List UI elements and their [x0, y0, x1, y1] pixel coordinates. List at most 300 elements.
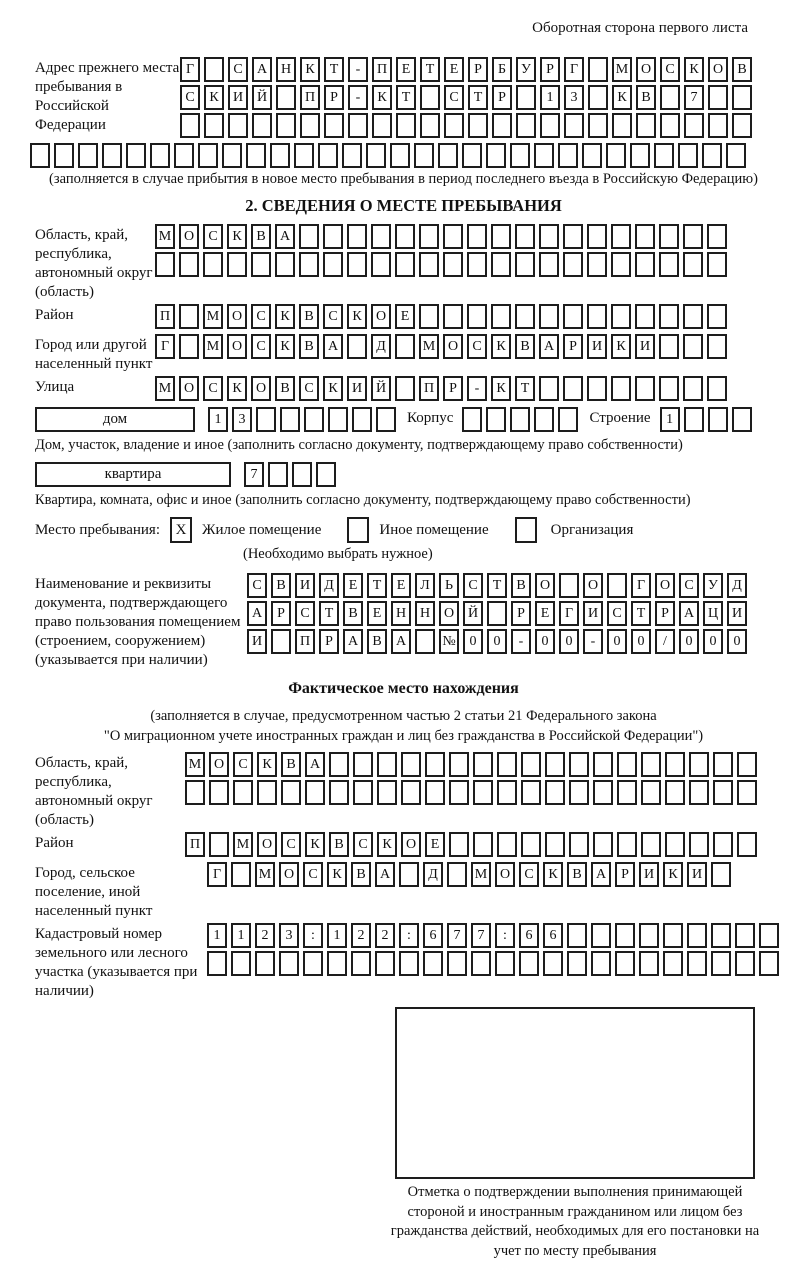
- char-cell[interactable]: [617, 832, 637, 857]
- char-cell[interactable]: И: [727, 601, 747, 626]
- char-cell[interactable]: Р: [271, 601, 291, 626]
- char-cell[interactable]: Т: [396, 85, 416, 110]
- char-cell[interactable]: [198, 143, 218, 168]
- char-cell[interactable]: 0: [463, 629, 483, 654]
- char-cell[interactable]: О: [179, 224, 199, 249]
- char-cell[interactable]: [539, 376, 559, 401]
- char-cell[interactable]: [689, 752, 709, 777]
- char-cell[interactable]: [737, 752, 757, 777]
- char-cell[interactable]: Д: [727, 573, 747, 598]
- char-cell[interactable]: [203, 252, 223, 277]
- char-cell[interactable]: П: [295, 629, 315, 654]
- char-cell[interactable]: [659, 224, 679, 249]
- char-cell[interactable]: [473, 752, 493, 777]
- checkbox-residential[interactable]: X: [170, 517, 192, 543]
- char-cell[interactable]: 1: [231, 923, 251, 948]
- char-cell[interactable]: [444, 113, 464, 138]
- char-cell[interactable]: [564, 113, 584, 138]
- char-cell[interactable]: [635, 224, 655, 249]
- char-cell[interactable]: [636, 113, 656, 138]
- char-cell[interactable]: [543, 951, 563, 976]
- char-cell[interactable]: [299, 252, 319, 277]
- char-cell[interactable]: В: [367, 629, 387, 654]
- char-cell[interactable]: [563, 252, 583, 277]
- char-cell[interactable]: [510, 143, 530, 168]
- char-cell[interactable]: Т: [631, 601, 651, 626]
- char-cell[interactable]: Г: [180, 57, 200, 82]
- char-cell[interactable]: [630, 143, 650, 168]
- char-cell[interactable]: [376, 407, 396, 432]
- char-cell[interactable]: М: [471, 862, 491, 887]
- char-cell[interactable]: Т: [515, 376, 535, 401]
- char-cell[interactable]: И: [347, 376, 367, 401]
- char-cell[interactable]: К: [275, 334, 295, 359]
- char-cell[interactable]: [663, 923, 683, 948]
- char-cell[interactable]: [353, 752, 373, 777]
- char-cell[interactable]: [185, 780, 205, 805]
- char-cell[interactable]: И: [247, 629, 267, 654]
- char-cell[interactable]: П: [372, 57, 392, 82]
- char-cell[interactable]: [587, 224, 607, 249]
- char-cell[interactable]: Й: [371, 376, 391, 401]
- char-cell[interactable]: О: [257, 832, 277, 857]
- char-cell[interactable]: Р: [563, 334, 583, 359]
- char-cell[interactable]: Ь: [439, 573, 459, 598]
- char-cell[interactable]: [665, 752, 685, 777]
- char-cell[interactable]: [438, 143, 458, 168]
- char-cell[interactable]: О: [279, 862, 299, 887]
- char-cell[interactable]: С: [660, 57, 680, 82]
- char-cell[interactable]: Р: [319, 629, 339, 654]
- char-cell[interactable]: [591, 951, 611, 976]
- char-cell[interactable]: [420, 85, 440, 110]
- char-cell[interactable]: -: [348, 57, 368, 82]
- char-cell[interactable]: А: [305, 752, 325, 777]
- char-cell[interactable]: К: [684, 57, 704, 82]
- char-cell[interactable]: [515, 252, 535, 277]
- char-cell[interactable]: Е: [367, 601, 387, 626]
- char-cell[interactable]: [323, 224, 343, 249]
- char-cell[interactable]: [275, 252, 295, 277]
- char-cell[interactable]: А: [679, 601, 699, 626]
- char-cell[interactable]: [467, 304, 487, 329]
- char-cell[interactable]: Б: [492, 57, 512, 82]
- char-cell[interactable]: 6: [519, 923, 539, 948]
- char-cell[interactable]: С: [353, 832, 373, 857]
- char-cell[interactable]: Р: [540, 57, 560, 82]
- char-cell[interactable]: [449, 752, 469, 777]
- char-cell[interactable]: [660, 113, 680, 138]
- char-cell[interactable]: [689, 832, 709, 857]
- char-cell[interactable]: [683, 334, 703, 359]
- char-cell[interactable]: [401, 752, 421, 777]
- char-cell[interactable]: Т: [367, 573, 387, 598]
- char-cell[interactable]: В: [511, 573, 531, 598]
- char-cell[interactable]: [559, 573, 579, 598]
- char-cell[interactable]: [659, 304, 679, 329]
- char-cell[interactable]: [179, 334, 199, 359]
- char-cell[interactable]: А: [539, 334, 559, 359]
- char-cell[interactable]: Е: [425, 832, 445, 857]
- char-cell[interactable]: О: [583, 573, 603, 598]
- char-cell[interactable]: [687, 923, 707, 948]
- char-cell[interactable]: [395, 334, 415, 359]
- char-cell[interactable]: П: [155, 304, 175, 329]
- char-cell[interactable]: [510, 407, 530, 432]
- char-cell[interactable]: [399, 951, 419, 976]
- char-cell[interactable]: [689, 780, 709, 805]
- char-cell[interactable]: [515, 304, 535, 329]
- char-cell[interactable]: [737, 832, 757, 857]
- char-cell[interactable]: [711, 862, 731, 887]
- char-cell[interactable]: [497, 832, 517, 857]
- char-cell[interactable]: [366, 143, 386, 168]
- char-cell[interactable]: [276, 113, 296, 138]
- char-cell[interactable]: М: [155, 224, 175, 249]
- char-cell[interactable]: С: [251, 304, 271, 329]
- char-cell[interactable]: 0: [535, 629, 555, 654]
- char-cell[interactable]: [491, 304, 511, 329]
- char-cell[interactable]: [732, 85, 752, 110]
- char-cell[interactable]: К: [663, 862, 683, 887]
- char-cell[interactable]: В: [351, 862, 371, 887]
- char-cell[interactable]: -: [511, 629, 531, 654]
- char-cell[interactable]: И: [635, 334, 655, 359]
- char-cell[interactable]: [256, 407, 276, 432]
- char-cell[interactable]: [487, 601, 507, 626]
- char-cell[interactable]: К: [300, 57, 320, 82]
- char-cell[interactable]: [563, 224, 583, 249]
- char-cell[interactable]: К: [204, 85, 224, 110]
- char-cell[interactable]: [419, 224, 439, 249]
- char-cell[interactable]: [569, 832, 589, 857]
- char-cell[interactable]: [271, 629, 291, 654]
- char-cell[interactable]: 2: [351, 923, 371, 948]
- char-cell[interactable]: [447, 862, 467, 887]
- char-cell[interactable]: [329, 752, 349, 777]
- char-cell[interactable]: К: [275, 304, 295, 329]
- char-cell[interactable]: [558, 407, 578, 432]
- char-cell[interactable]: О: [401, 832, 421, 857]
- char-cell[interactable]: С: [247, 573, 267, 598]
- char-cell[interactable]: М: [185, 752, 205, 777]
- char-cell[interactable]: [371, 224, 391, 249]
- char-cell[interactable]: [467, 252, 487, 277]
- char-cell[interactable]: О: [227, 334, 247, 359]
- char-cell[interactable]: [396, 113, 416, 138]
- checkbox-organization[interactable]: [515, 517, 537, 543]
- char-cell[interactable]: В: [281, 752, 301, 777]
- char-cell[interactable]: Д: [423, 862, 443, 887]
- char-cell[interactable]: [318, 143, 338, 168]
- char-cell[interactable]: [683, 224, 703, 249]
- char-cell[interactable]: [353, 780, 373, 805]
- char-cell[interactable]: [347, 224, 367, 249]
- char-cell[interactable]: [327, 951, 347, 976]
- char-cell[interactable]: К: [611, 334, 631, 359]
- char-cell[interactable]: [591, 923, 611, 948]
- char-cell[interactable]: [635, 376, 655, 401]
- char-cell[interactable]: Р: [468, 57, 488, 82]
- char-cell[interactable]: [659, 376, 679, 401]
- char-cell[interactable]: [545, 832, 565, 857]
- char-cell[interactable]: [420, 113, 440, 138]
- char-cell[interactable]: [587, 252, 607, 277]
- char-cell[interactable]: [292, 462, 312, 487]
- char-cell[interactable]: В: [299, 304, 319, 329]
- char-cell[interactable]: И: [228, 85, 248, 110]
- char-cell[interactable]: 0: [679, 629, 699, 654]
- char-cell[interactable]: [713, 780, 733, 805]
- char-cell[interactable]: [707, 224, 727, 249]
- char-cell[interactable]: А: [343, 629, 363, 654]
- char-cell[interactable]: [251, 252, 271, 277]
- char-cell[interactable]: [617, 780, 637, 805]
- char-cell[interactable]: [303, 951, 323, 976]
- char-cell[interactable]: 2: [375, 923, 395, 948]
- char-cell[interactable]: [708, 85, 728, 110]
- char-cell[interactable]: [611, 224, 631, 249]
- char-cell[interactable]: К: [347, 304, 367, 329]
- char-cell[interactable]: П: [300, 85, 320, 110]
- char-cell[interactable]: Е: [343, 573, 363, 598]
- char-cell[interactable]: [425, 752, 445, 777]
- char-cell[interactable]: [126, 143, 146, 168]
- char-cell[interactable]: [713, 832, 733, 857]
- char-cell[interactable]: М: [155, 376, 175, 401]
- char-cell[interactable]: [279, 951, 299, 976]
- char-cell[interactable]: [179, 252, 199, 277]
- char-cell[interactable]: О: [251, 376, 271, 401]
- char-cell[interactable]: -: [583, 629, 603, 654]
- char-cell[interactable]: С: [295, 601, 315, 626]
- char-cell[interactable]: 3: [279, 923, 299, 948]
- char-cell[interactable]: [280, 407, 300, 432]
- char-cell[interactable]: О: [179, 376, 199, 401]
- char-cell[interactable]: [395, 224, 415, 249]
- char-cell[interactable]: [495, 951, 515, 976]
- char-cell[interactable]: 1: [207, 923, 227, 948]
- char-cell[interactable]: [569, 752, 589, 777]
- char-cell[interactable]: [372, 113, 392, 138]
- char-cell[interactable]: [342, 143, 362, 168]
- char-cell[interactable]: [395, 376, 415, 401]
- char-cell[interactable]: [471, 951, 491, 976]
- char-cell[interactable]: К: [491, 334, 511, 359]
- char-cell[interactable]: [545, 752, 565, 777]
- char-cell[interactable]: Е: [396, 57, 416, 82]
- char-cell[interactable]: 3: [232, 407, 252, 432]
- char-cell[interactable]: [395, 252, 415, 277]
- char-cell[interactable]: В: [567, 862, 587, 887]
- char-cell[interactable]: 6: [543, 923, 563, 948]
- char-cell[interactable]: С: [519, 862, 539, 887]
- char-cell[interactable]: [726, 143, 746, 168]
- char-cell[interactable]: [641, 752, 661, 777]
- char-cell[interactable]: С: [203, 376, 223, 401]
- char-cell[interactable]: 0: [631, 629, 651, 654]
- char-cell[interactable]: К: [327, 862, 347, 887]
- char-cell[interactable]: [281, 780, 301, 805]
- char-cell[interactable]: М: [612, 57, 632, 82]
- char-cell[interactable]: П: [419, 376, 439, 401]
- char-cell[interactable]: [447, 951, 467, 976]
- char-cell[interactable]: О: [227, 304, 247, 329]
- char-cell[interactable]: [735, 951, 755, 976]
- char-cell[interactable]: [545, 780, 565, 805]
- char-cell[interactable]: А: [591, 862, 611, 887]
- char-cell[interactable]: И: [687, 862, 707, 887]
- char-cell[interactable]: [348, 113, 368, 138]
- char-cell[interactable]: [462, 143, 482, 168]
- char-cell[interactable]: [390, 143, 410, 168]
- char-cell[interactable]: О: [443, 334, 463, 359]
- char-cell[interactable]: Н: [415, 601, 435, 626]
- char-cell[interactable]: [713, 752, 733, 777]
- char-cell[interactable]: [516, 113, 536, 138]
- char-cell[interactable]: [607, 573, 627, 598]
- char-cell[interactable]: [299, 224, 319, 249]
- char-cell[interactable]: [582, 143, 602, 168]
- char-cell[interactable]: В: [251, 224, 271, 249]
- char-cell[interactable]: 0: [559, 629, 579, 654]
- char-cell[interactable]: [204, 113, 224, 138]
- char-cell[interactable]: [329, 780, 349, 805]
- char-cell[interactable]: 2: [255, 923, 275, 948]
- char-cell[interactable]: [687, 951, 707, 976]
- char-cell[interactable]: :: [303, 923, 323, 948]
- char-cell[interactable]: [639, 923, 659, 948]
- char-cell[interactable]: [316, 462, 336, 487]
- char-cell[interactable]: Г: [559, 601, 579, 626]
- char-cell[interactable]: С: [323, 304, 343, 329]
- char-cell[interactable]: М: [255, 862, 275, 887]
- char-cell[interactable]: [222, 143, 242, 168]
- char-cell[interactable]: [635, 304, 655, 329]
- char-cell[interactable]: [227, 252, 247, 277]
- char-cell[interactable]: [324, 113, 344, 138]
- char-cell[interactable]: [540, 113, 560, 138]
- char-cell[interactable]: Т: [487, 573, 507, 598]
- char-cell[interactable]: [231, 862, 251, 887]
- char-cell[interactable]: [588, 113, 608, 138]
- char-cell[interactable]: [268, 462, 288, 487]
- char-cell[interactable]: [702, 143, 722, 168]
- char-cell[interactable]: [759, 951, 779, 976]
- char-cell[interactable]: Й: [252, 85, 272, 110]
- char-cell[interactable]: В: [271, 573, 291, 598]
- char-cell[interactable]: [659, 252, 679, 277]
- char-cell[interactable]: [611, 376, 631, 401]
- char-cell[interactable]: [150, 143, 170, 168]
- char-cell[interactable]: С: [444, 85, 464, 110]
- char-cell[interactable]: А: [247, 601, 267, 626]
- char-cell[interactable]: [615, 923, 635, 948]
- char-cell[interactable]: [708, 113, 728, 138]
- char-cell[interactable]: [473, 832, 493, 857]
- char-cell[interactable]: [209, 832, 229, 857]
- char-cell[interactable]: [467, 224, 487, 249]
- char-cell[interactable]: Г: [631, 573, 651, 598]
- char-cell[interactable]: [252, 113, 272, 138]
- char-cell[interactable]: Ц: [703, 601, 723, 626]
- char-cell[interactable]: Р: [492, 85, 512, 110]
- char-cell[interactable]: И: [295, 573, 315, 598]
- char-cell[interactable]: [415, 629, 435, 654]
- char-cell[interactable]: О: [439, 601, 459, 626]
- char-cell[interactable]: [323, 252, 343, 277]
- char-cell[interactable]: 7: [684, 85, 704, 110]
- char-cell[interactable]: [641, 832, 661, 857]
- char-cell[interactable]: [612, 113, 632, 138]
- char-cell[interactable]: [102, 143, 122, 168]
- char-cell[interactable]: [611, 252, 631, 277]
- char-cell[interactable]: 7: [471, 923, 491, 948]
- char-cell[interactable]: [462, 407, 482, 432]
- char-cell[interactable]: Д: [319, 573, 339, 598]
- char-cell[interactable]: [491, 252, 511, 277]
- char-cell[interactable]: [473, 780, 493, 805]
- char-cell[interactable]: [155, 252, 175, 277]
- char-cell[interactable]: [497, 780, 517, 805]
- char-cell[interactable]: [659, 334, 679, 359]
- char-cell[interactable]: С: [299, 376, 319, 401]
- char-cell[interactable]: К: [305, 832, 325, 857]
- char-cell[interactable]: [204, 57, 224, 82]
- char-cell[interactable]: [635, 252, 655, 277]
- char-cell[interactable]: С: [281, 832, 301, 857]
- char-cell[interactable]: К: [377, 832, 397, 857]
- char-cell[interactable]: :: [399, 923, 419, 948]
- char-cell[interactable]: К: [491, 376, 511, 401]
- char-cell[interactable]: [377, 752, 397, 777]
- char-cell[interactable]: 0: [487, 629, 507, 654]
- char-cell[interactable]: [231, 951, 251, 976]
- char-cell[interactable]: [707, 376, 727, 401]
- char-cell[interactable]: Н: [391, 601, 411, 626]
- char-cell[interactable]: В: [636, 85, 656, 110]
- char-cell[interactable]: [414, 143, 434, 168]
- char-cell[interactable]: [711, 951, 731, 976]
- char-cell[interactable]: [174, 143, 194, 168]
- char-cell[interactable]: [521, 752, 541, 777]
- char-cell[interactable]: [377, 780, 397, 805]
- char-cell[interactable]: [737, 780, 757, 805]
- char-cell[interactable]: [617, 752, 637, 777]
- char-cell[interactable]: У: [516, 57, 536, 82]
- char-cell[interactable]: [665, 832, 685, 857]
- char-cell[interactable]: [593, 752, 613, 777]
- char-cell[interactable]: -: [467, 376, 487, 401]
- char-cell[interactable]: О: [636, 57, 656, 82]
- char-cell[interactable]: Й: [463, 601, 483, 626]
- char-cell[interactable]: Р: [615, 862, 635, 887]
- char-cell[interactable]: [497, 752, 517, 777]
- char-cell[interactable]: С: [463, 573, 483, 598]
- char-cell[interactable]: [567, 923, 587, 948]
- char-cell[interactable]: К: [227, 376, 247, 401]
- char-cell[interactable]: [593, 780, 613, 805]
- char-cell[interactable]: [425, 780, 445, 805]
- char-cell[interactable]: [515, 224, 535, 249]
- char-cell[interactable]: [732, 407, 752, 432]
- char-cell[interactable]: [684, 113, 704, 138]
- char-cell[interactable]: [539, 304, 559, 329]
- char-cell[interactable]: И: [639, 862, 659, 887]
- char-cell[interactable]: [305, 780, 325, 805]
- char-cell[interactable]: [207, 951, 227, 976]
- char-cell[interactable]: [534, 143, 554, 168]
